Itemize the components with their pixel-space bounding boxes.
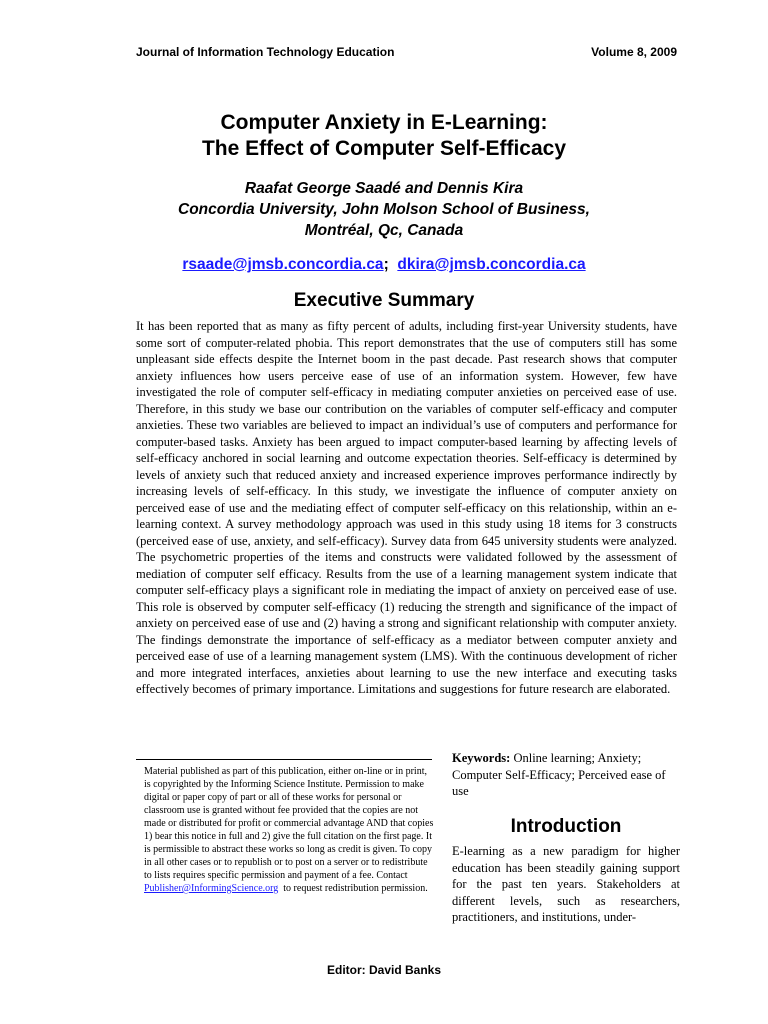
keywords-text: Online learning; Anxiety; Computer Self-Efficacy; Perceived ease of use bbox=[452, 751, 666, 798]
executive-summary-heading: Executive Summary bbox=[293, 290, 475, 311]
author-emails bbox=[0, 256, 768, 274]
keywords-label: Keywords: bbox=[452, 751, 511, 765]
publisher-email-link[interactable]: Publisher@InformingScience.org bbox=[144, 883, 279, 894]
affiliation-line-2: Montréal, Qc, Canada bbox=[304, 222, 464, 239]
title-line-2: The Effect of Computer Self-Efficacy bbox=[201, 137, 567, 160]
email-link-kira[interactable]: dkira@jmsb.concordia.ca bbox=[397, 256, 586, 273]
introduction-text: E-learning as a new paradigm for higher education has been steadily gaining support for the past ten years. Stakeholders at different levels, such as researchers, practitioners, and institutions, under- bbox=[452, 844, 680, 924]
copyright-divider bbox=[136, 759, 432, 760]
email-link-saade[interactable]: rsaade@jmsb.concordia.ca bbox=[182, 256, 384, 273]
copyright-text: Material published as part of this publication, either on-line or in print, is copyrighted by the Informing Science Institute. Permission to make digital or paper copy of part or all of these works for personal or classroom use is granted without fee provided that the copies are not made or distributed for profit or commercial advantage AND that copies 1) bear this notice in full and 2) give the full citation on the first page. It is permissible to abstract these works so long as credit is given. To copy in all other cases or to republish or to post on a server or to redistribute to lists requires specific permission and payment of a fee. Contact bbox=[144, 766, 434, 881]
keywords-block bbox=[452, 750, 680, 800]
paper-title bbox=[0, 110, 768, 162]
email-separator: ; bbox=[383, 256, 389, 273]
title-line-1: Computer Anxiety in E-Learning: bbox=[220, 111, 548, 134]
journal-name: Journal of Information Technology Education bbox=[136, 45, 395, 59]
introduction-heading: Introduction bbox=[510, 816, 622, 837]
author-names: Raafat George Saadé and Dennis Kira bbox=[244, 180, 524, 197]
copyright-notice bbox=[144, 765, 434, 895]
running-header bbox=[136, 45, 677, 59]
volume-info: Volume 8, 2009 bbox=[591, 45, 677, 59]
executive-summary-text: It has been reported that as many as fifty percent of adults, including first-year University students, have some sort of computer-related phobia. This report demonstrates that the use of computers still has some unpleasant side effects despite the Internet boom in the past decade. Past research shows that computer anxiety influences how users perceive ease of use of an information system. However, few have investigated the role of computer self-efficacy in mediating computer anxieties on perceived ease of use. Therefore, in this study we base our contribution on the variables of computer self-efficacy and computer anxieties. These two variables are believed to impact an individual’s use of computers and performance for computer-based tasks. Anxiety has been argued to impact computer-based learning by affecting levels of self-efficacy anchored in social learning and outcome expectation theories. Self-efficacy is determined by levels of anxiety such that reduced anxiety and increased experience improves performance indirectly by increasing levels of self-efficacy. In this study, we investigate the influence of computer anxiety on perceived ease of use and the mediating effect of computer self-efficacy on this relationship, within an e-learning context. A survey methodology approach was used in this study using 18 items for 3 constructs (perceived ease of use, anxiety, and self-efficacy). Survey data from 645 university students were analyzed. The psychometric properties of the items and constructs were validated followed by the assessment of mediation of computer self efficacy. Results from the use of a learning management system indicate that computer self-efficacy plays a significant role in mediating the impact of anxiety on perceived ease of use. This role is observed by computer self-efficacy (1) reducing the strength and significance of the impact of anxiety on perceived ease of use and (2) having a strong and significant relationship with computer anxiety. The findings demonstrate the importance of self-efficacy as a mediator between computer anxiety and perceived ease of use of a learning management system (LMS). With the continuous development of richer and more integrated interfaces, anxieties about learning to use the new interface and executing tasks effectively becomes of primary importance. Limitations and suggestions for future research are elaborated. bbox=[136, 319, 677, 696]
editor-footer: Editor: David Banks bbox=[326, 963, 442, 977]
copyright-text-end: to request redistribution permission. bbox=[283, 883, 428, 894]
author-block bbox=[0, 178, 768, 241]
affiliation-line-1: Concordia University, John Molson School of Business, bbox=[178, 201, 590, 218]
